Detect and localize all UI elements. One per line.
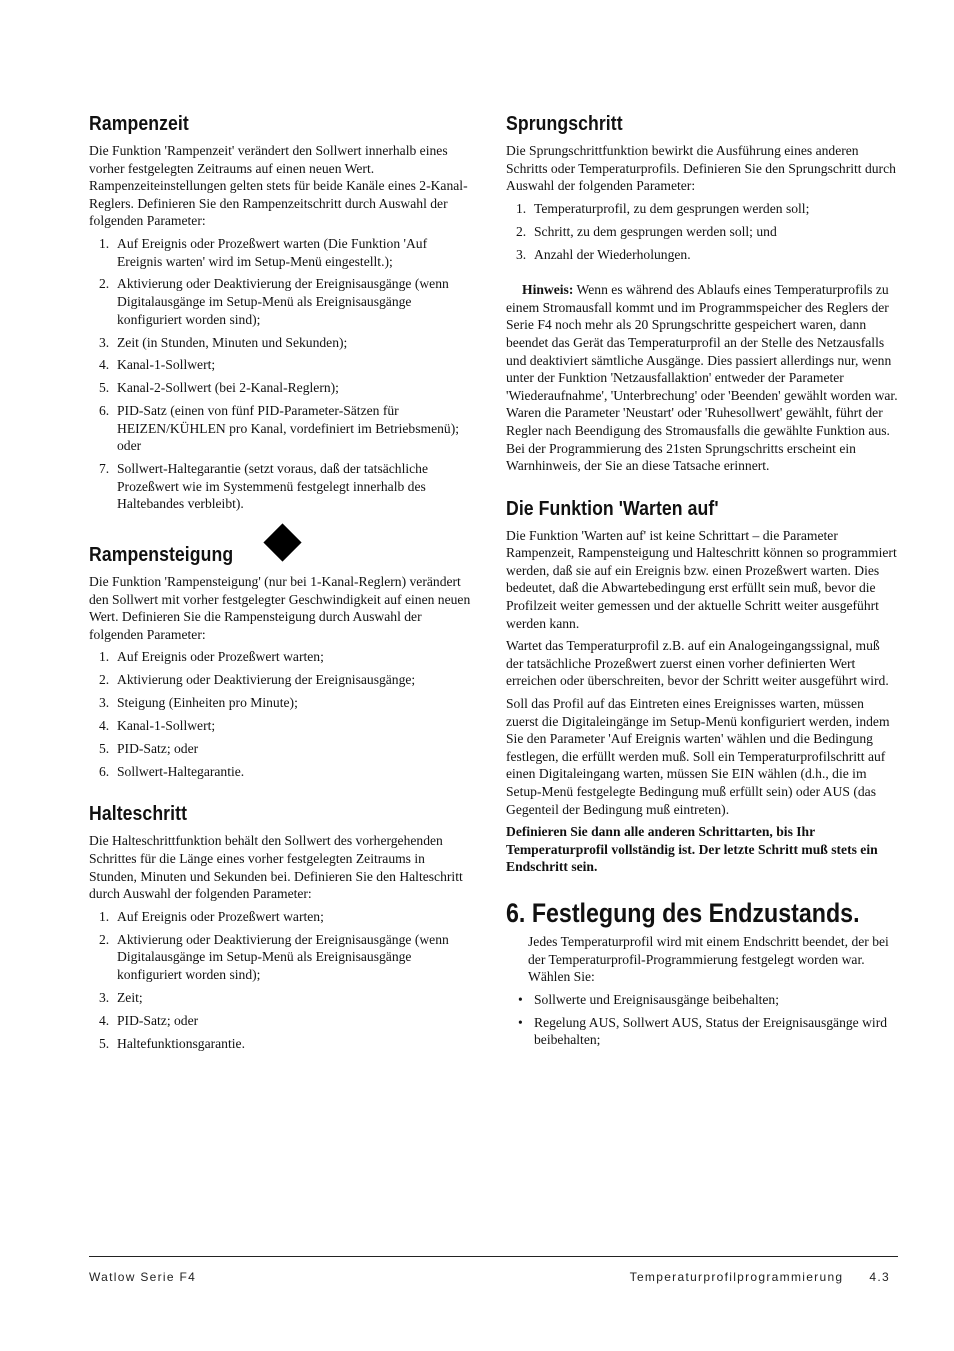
section-warten-auf xyxy=(506,497,898,876)
section-halteschritt xyxy=(89,802,471,1052)
list-item: 5. Kanal-2-Sollwert (bei 2-Kanal-Reglern); xyxy=(99,380,339,396)
heading-rampenzeit: Rampenzeit xyxy=(89,112,189,135)
rampensteigung-list xyxy=(89,648,471,780)
heading-halteschritt: Halteschritt xyxy=(89,802,188,826)
heading-endzustand: 6. Festlegung des Endzustands. xyxy=(506,897,860,928)
warten-paragraph: Die Funktion 'Warten auf' ist keine Schrittart – die Parameter Rampenzeit, Rampensteigung und Halteschritt können so programmiert werden, daß sie auf ein Ereignis bzw. einen Prozeßwert warten. Dies bedeutet, daß die Abwartebedingung erst erfüllt sein muß, bevor die Profilzeit weiter gemessen und der aktuelle Schritt weiter ausgeführt werden kann. xyxy=(506,527,897,631)
list-item: 5. PID-Satz; oder xyxy=(99,741,199,756)
list-item: • Sollwerte und Ereignisausgänge beibehalten; xyxy=(518,991,779,1007)
left-column xyxy=(89,112,471,1074)
sprungschritt-intro: Die Sprungschrittfunktion bewirkt die Ausführung eines anderen Schritts oder Temperaturprofils. Definieren Sie den Sprungschritt durch Auswahl der folgenden Parameter: xyxy=(506,143,896,194)
note-paragraph xyxy=(506,281,898,475)
right-column xyxy=(506,112,898,1071)
warten-paragraph: Soll das Profil auf das Eintreten eines Ereignisses warten, müssen zuerst die Digitaleingänge im Setup-Menü konfiguriert werden, indem Sie den Parameter 'Auf Ereignis warten' wählen und die Bedingung festlegen, die erfüllt werden muß. Soll ein Temperaturprofilschritt auf einen Digitaleingang warten, müssen Sie EIN wählen (d.h., die im Setup-Menü festgelegte Bedingung muß erfüllt sein) oder AUS (das Gegenteil der Bedingung muß eintreten). xyxy=(506,696,890,817)
heading-sprungschritt: Sprungschritt xyxy=(506,112,623,135)
list-item: 6. PID-Satz (einen von fünf PID-Parameter-Sätzen für HEIZEN/KÜHLEN pro Kanal, vordefiniert im Betriebsmenü); oder xyxy=(99,403,460,454)
section-rampenzeit xyxy=(89,112,471,513)
list-item: 3. Anzahl der Wiederholungen. xyxy=(516,246,691,262)
list-item: 5. Haltefunktionsgarantie. xyxy=(99,1035,245,1051)
sprungschritt-list xyxy=(506,200,898,263)
footer-product: Watlow Serie F4 xyxy=(89,1270,197,1284)
list-item: 1. Auf Ereignis oder Prozeßwert warten (Die Funktion 'Auf Ereignis warten' wird im Setup-Menü eingestellt.); xyxy=(99,235,428,269)
note-text: Wenn es während des Ablaufs eines Temperaturprofils zu einem Stromausfall kommt und im Programmspeicher des Reglers der Serie F4 noch mehr als 20 Sprungschritte gespeichert waren, dann beendet das Gerät das Temperaturprofil an der Stelle des Netzausfalls und deaktiviert sämtliche Ausgänge. Dies passiert allerdings nur, wenn unter der Funktion 'Netzausfallaktion' entweder der Parameter 'Wiederaufnahme', 'Unterbrechung' oder 'Beenden' gewählt worden war. Waren die Parameter 'Neustart' oder 'Ruhesollwert' gewählt, führt der Regler nach Beendigung des Stromausfalls die gewählte Funktion aus. Bei der Programmierung des 21sten Sprungschritts erscheint ein Warnhinweis, der Sie an diese Tatsache erinnert. xyxy=(506,282,898,474)
section-endzustand xyxy=(506,898,898,1049)
list-item: 2. Aktivierung oder Deaktivierung der Ereignisausgänge (wenn Digitalausgänge im Setup-Menü als Ereignisausgänge konfiguriert worden sind); xyxy=(99,931,449,982)
list-item: 3. Steigung (Einheiten pro Minute); xyxy=(99,695,298,711)
footer-page-number: 4.3 xyxy=(869,1270,890,1284)
warten-bold-paragraph: Definieren Sie dann alle anderen Schrittarten, bis Ihr Temperaturprofil vollständig ist. Der letzte Schritt muß stets ein Endschritt sein. xyxy=(506,824,878,875)
list-item: 1. Auf Ereignis oder Prozeßwert warten; xyxy=(99,908,324,924)
warten-paragraph: Wartet das Temperaturprofil z.B. auf ein Analogeingangssignal, muß der tatsächliche Prozeßwert zuerst einen vorher definierten Wert erreichen oder überschreiten, bevor der Schritt weiter ausgeführt wird. xyxy=(506,638,889,689)
list-item: 3. Zeit; xyxy=(99,989,143,1005)
footer-divider xyxy=(89,1256,898,1257)
heading-rampensteigung: Rampensteigung xyxy=(89,543,234,567)
list-item: 1. Temperaturprofil, zu dem gesprungen werden soll; xyxy=(516,200,810,216)
rampenzeit-intro: Die Funktion 'Rampenzeit' verändert den Sollwert innerhalb eines vorher festgelegten Zeitraums auf einen neuen Wert. Rampenzeiteinstellungen gelten stets für beide Kanäle eines 2-Kanal-Reglers. Definieren Sie den Rampenzeitschritt durch Auswahl der folgenden Parameter: xyxy=(89,143,468,229)
rampensteigung-intro: Die Funktion 'Rampensteigung' (nur bei 1-Kanal-Reglern) verändert den Sollwert mit vorher festgelegter Geschwindigkeit auf einen neuen Wert. Definieren Sie die Rampensteigung durch Auswahl der folgenden Parameter: xyxy=(89,574,471,642)
list-item: 2. Aktivierung oder Deaktivierung der Ereignisausgänge; xyxy=(99,672,416,688)
list-item: 2. Aktivierung oder Deaktivierung der Ereignisausgänge (wenn Digitalausgänge im Setup-Menü als Ereignisausgänge konfiguriert worden sind); xyxy=(99,276,449,327)
heading-warten-auf: Die Funktion 'Warten auf' xyxy=(506,496,719,520)
list-item: 2. Schritt, zu dem gesprungen werden soll; und xyxy=(516,223,777,239)
halteschritt-list xyxy=(89,908,471,1052)
section-rampensteigung xyxy=(89,543,471,780)
footer-chapter xyxy=(630,1270,890,1284)
section-sprungschritt xyxy=(506,112,898,475)
footer-chapter-title: Temperaturprofilprogrammierung xyxy=(629,1270,844,1284)
list-item: 3. Zeit (in Stunden, Minuten und Sekunden); xyxy=(99,334,348,350)
list-item: 1. Auf Ereignis oder Prozeßwert warten; xyxy=(99,649,324,665)
endzustand-intro: Jedes Temperaturprofil wird mit einem Endschritt beendet, der bei der Temperaturprofil-Programmierung festgelegt worden war. Wählen Sie: xyxy=(528,933,889,985)
rampenzeit-list xyxy=(89,235,471,513)
list-item: 4. PID-Satz; oder xyxy=(99,1012,199,1028)
list-item: 7. Sollwert-Haltegarantie (setzt voraus, daß der tatsächliche Prozeßwert wie im Systemmenü festgelegt innerhalb des Haltebandes verbleibt). xyxy=(99,461,429,512)
halteschritt-intro: Die Halteschrittfunktion behält den Sollwert des vorhergehenden Schrittes für die Länge eines vorher festgelegten Zeitraums in Stunden, Minuten und Sekunden bei. Definieren Sie den Halteschritt durch Auswahl der folgenden Parameter: xyxy=(89,833,463,902)
list-item: • Regelung AUS, Sollwert AUS, Status der Ereignisausgänge wird beibehalten; xyxy=(518,1014,888,1048)
endzustand-bullets xyxy=(506,991,898,1049)
list-item: 4. Kanal-1-Sollwert; xyxy=(99,718,216,734)
note-label: Hinweis: xyxy=(522,282,574,298)
list-item: 4. Kanal-1-Sollwert; xyxy=(99,357,216,373)
list-item: 6. Sollwert-Haltegarantie. xyxy=(99,763,245,779)
